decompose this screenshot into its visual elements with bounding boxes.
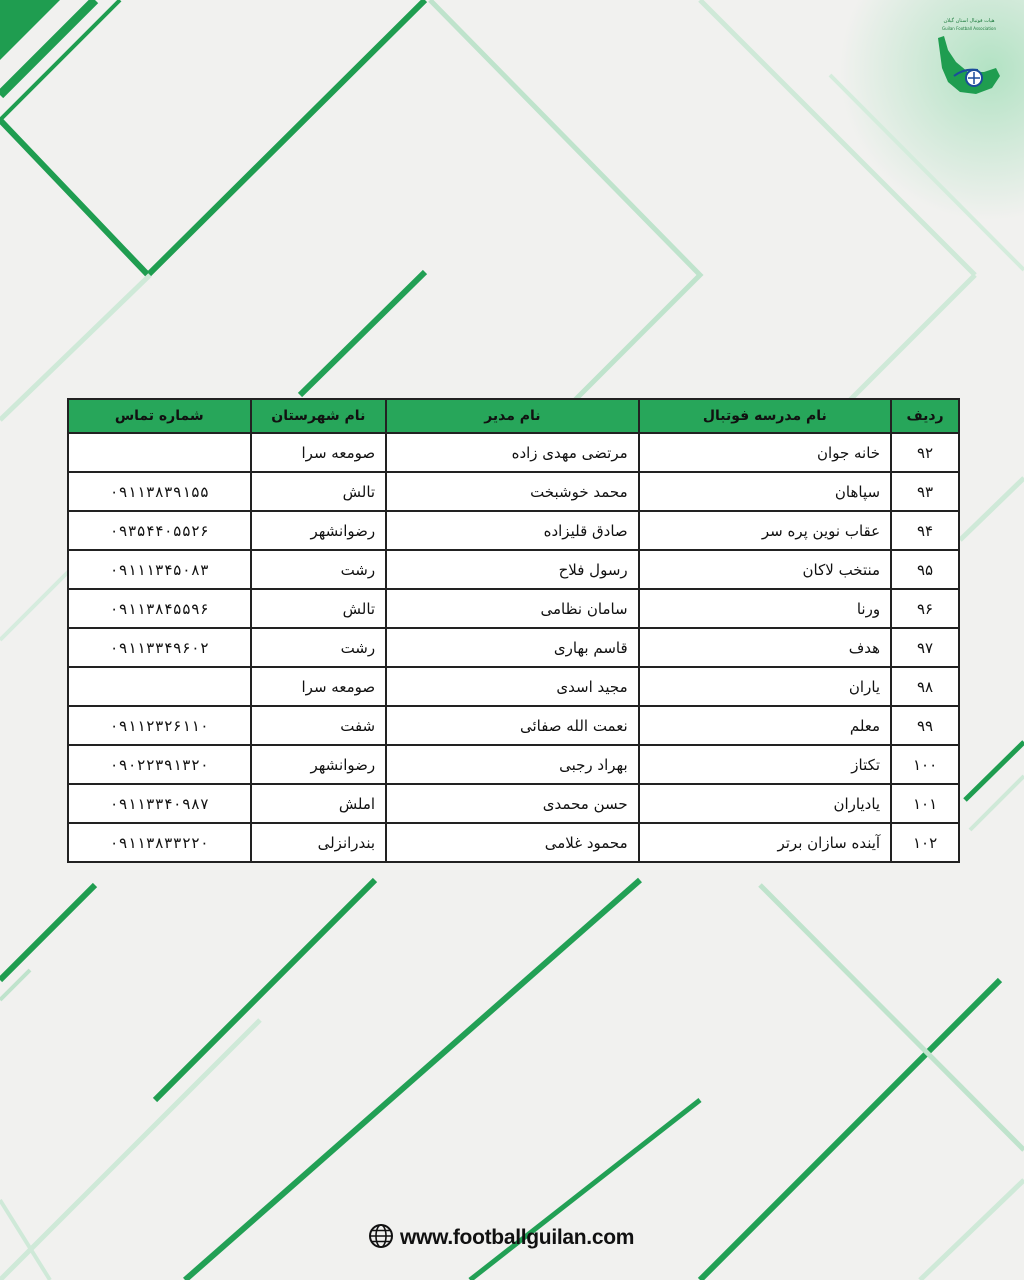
- cell-city-name: رشت: [251, 628, 387, 667]
- cell-manager-name: رسول فلاح: [386, 550, 639, 589]
- cell-manager-name: مجید اسدی: [386, 667, 639, 706]
- guilan-map-icon: [934, 32, 1004, 102]
- header-row-number: ردیف: [891, 399, 959, 433]
- cell-manager-name: صادق قلیزاده: [386, 511, 639, 550]
- table-row: [68, 745, 959, 784]
- cell-phone-number: ۰۹۱۱۳۸۳۳۲۲۰: [68, 823, 251, 862]
- cell-city-name: تالش: [251, 472, 387, 511]
- table-row: [68, 706, 959, 745]
- header-phone-number: شماره تماس: [68, 399, 251, 433]
- cell-school-name: خانه جوان: [639, 433, 891, 472]
- table-row: [68, 511, 959, 550]
- cell-school-name: تکتاز: [639, 745, 891, 784]
- cell-school-name: یادیاران: [639, 784, 891, 823]
- cell-phone-number: ۰۹۱۱۳۳۴۰۹۸۷: [68, 784, 251, 823]
- cell-phone-number: ۰۹۱۱۳۸۴۵۵۹۶: [68, 589, 251, 628]
- table-row: [68, 628, 959, 667]
- cell-city-name: شفت: [251, 706, 387, 745]
- header-manager-name: نام مدیر: [386, 399, 639, 433]
- cell-phone-number: ۰۹۱۱۳۸۳۹۱۵۵: [68, 472, 251, 511]
- football-schools-table: [67, 398, 960, 863]
- cell-school-name: معلم: [639, 706, 891, 745]
- cell-row-number: ۹۴: [891, 511, 959, 550]
- cell-row-number: ۹۵: [891, 550, 959, 589]
- cell-row-number: ۹۶: [891, 589, 959, 628]
- cell-school-name: ورنا: [639, 589, 891, 628]
- cell-row-number: ۹۸: [891, 667, 959, 706]
- cell-manager-name: مرتضی مهدی زاده: [386, 433, 639, 472]
- cell-city-name: املش: [251, 784, 387, 823]
- cell-row-number: ۹۲: [891, 433, 959, 472]
- table-row: [68, 784, 959, 823]
- table-row: [68, 823, 959, 862]
- cell-phone-number: ۰۹۰۲۲۳۹۱۳۲۰: [68, 745, 251, 784]
- association-logo: [930, 14, 1008, 106]
- logo-title: هیات فوتبال استان گیلان: [943, 18, 995, 24]
- cell-phone-number: ۰۹۱۱۲۳۲۶۱۱۰: [68, 706, 251, 745]
- cell-manager-name: محمد خوشبخت: [386, 472, 639, 511]
- cell-manager-name: محمود غلامی: [386, 823, 639, 862]
- table-row: [68, 589, 959, 628]
- header-city-name: نام شهرستان: [251, 399, 387, 433]
- cell-school-name: هدف: [639, 628, 891, 667]
- cell-school-name: عقاب نوین پره سر: [639, 511, 891, 550]
- table-row: [68, 667, 959, 706]
- cell-row-number: ۹۷: [891, 628, 959, 667]
- table-row: [68, 433, 959, 472]
- website-footer: [368, 1223, 634, 1253]
- cell-manager-name: سامان نظامی: [386, 589, 639, 628]
- cell-phone-number: [68, 667, 251, 706]
- cell-manager-name: بهراد رجبی: [386, 745, 639, 784]
- cell-manager-name: قاسم بهاری: [386, 628, 639, 667]
- cell-school-name: منتخب لاکان: [639, 550, 891, 589]
- website-url-link[interactable]: www.footballguilan.com: [400, 1226, 635, 1249]
- table-row: [68, 472, 959, 511]
- cell-row-number: ۹۹: [891, 706, 959, 745]
- cell-row-number: ۱۰۲: [891, 823, 959, 862]
- cell-city-name: رشت: [251, 550, 387, 589]
- logo-subtitle: Guilan Football Association: [942, 26, 996, 31]
- header-school-name: نام مدرسه فوتبال: [639, 399, 891, 433]
- cell-manager-name: نعمت الله صفائی: [386, 706, 639, 745]
- cell-phone-number: ۰۹۱۱۱۳۴۵۰۸۳: [68, 550, 251, 589]
- cell-city-name: بندرانزلی: [251, 823, 387, 862]
- table-row: [68, 550, 959, 589]
- cell-city-name: رضوانشهر: [251, 511, 387, 550]
- cell-phone-number: [68, 433, 251, 472]
- cell-school-name: یاران: [639, 667, 891, 706]
- cell-city-name: تالش: [251, 589, 387, 628]
- cell-school-name: سپاهان: [639, 472, 891, 511]
- table-header-row: [68, 399, 959, 433]
- cell-city-name: صومعه سرا: [251, 433, 387, 472]
- cell-phone-number: ۰۹۱۱۳۳۴۹۶۰۲: [68, 628, 251, 667]
- cell-row-number: ۱۰۰: [891, 745, 959, 784]
- cell-phone-number: ۰۹۳۵۴۴۰۵۵۲۶: [68, 511, 251, 550]
- cell-manager-name: حسن محمدی: [386, 784, 639, 823]
- cell-city-name: صومعه سرا: [251, 667, 387, 706]
- globe-icon: [368, 1223, 394, 1253]
- cell-city-name: رضوانشهر: [251, 745, 387, 784]
- cell-row-number: ۱۰۱: [891, 784, 959, 823]
- cell-school-name: آینده سازان برتر: [639, 823, 891, 862]
- cell-row-number: ۹۳: [891, 472, 959, 511]
